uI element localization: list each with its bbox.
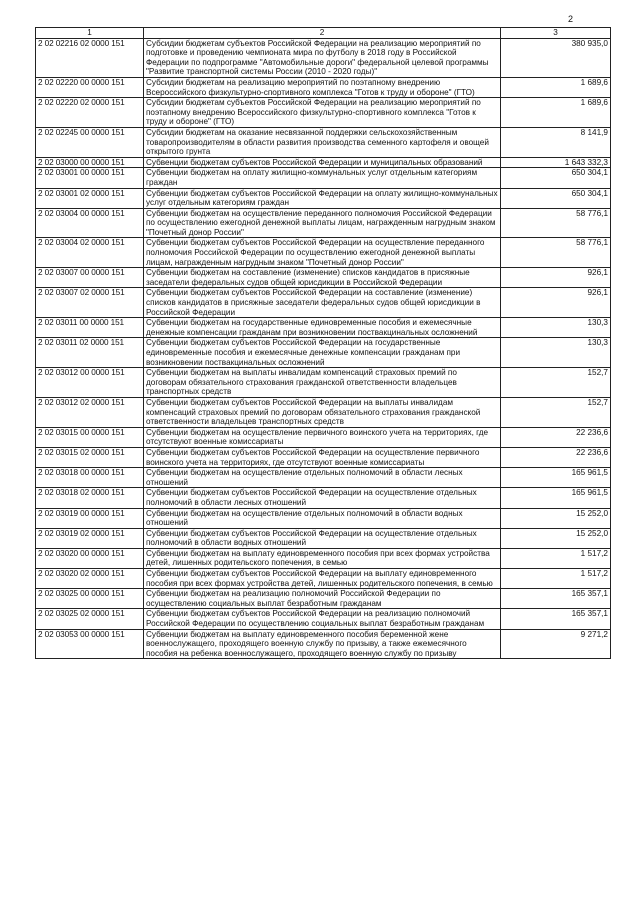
row-code: 2 02 03001 00 0000 151 — [36, 168, 144, 188]
row-code: 2 02 03018 00 0000 151 — [36, 468, 144, 488]
table-row — [36, 268, 611, 288]
table-row — [36, 468, 611, 488]
row-code: 2 02 03025 00 0000 151 — [36, 589, 144, 609]
table-row — [36, 238, 611, 268]
row-amount: 58 776,1 — [501, 238, 611, 268]
row-amount: 1 517,2 — [501, 569, 611, 589]
row-name: Субвенции бюджетам субъектов Российской Федерации на осуществление отдельных полномочий в области лесных отношений — [144, 488, 501, 508]
row-code: 2 02 03018 02 0000 151 — [36, 488, 144, 508]
table-row — [36, 488, 611, 508]
row-name: Субвенции бюджетам субъектов Российской Федерации на выплату единовременного пособия при всех формах устройства детей, лишенных родительского попечения, в семью — [144, 569, 501, 589]
table-row — [36, 288, 611, 318]
row-amount: 650 304,1 — [501, 188, 611, 208]
table-row — [36, 629, 611, 659]
row-amount: 650 304,1 — [501, 168, 611, 188]
table-row — [36, 38, 611, 77]
row-name: Субвенции бюджетам на осуществление отдельных полномочий в области лесных отношений — [144, 468, 501, 488]
table-row — [36, 427, 611, 447]
row-name: Субвенции бюджетам на осуществление переданного полномочия Российской Федерации по осуществлению ежегодной денежной выплаты лицам, награжденным нагрудным знаком "Почетный донор России" — [144, 208, 501, 238]
row-name: Субвенции бюджетам на государственные единовременные пособия и ежемесячные денежные компенсации гражданам при возникновении поствакцинальных осложнений — [144, 318, 501, 338]
table-row — [36, 569, 611, 589]
row-code: 2 02 03011 00 0000 151 — [36, 318, 144, 338]
row-code: 2 02 03012 00 0000 151 — [36, 368, 144, 398]
row-amount: 8 141,9 — [501, 127, 611, 157]
row-name: Субвенции бюджетам субъектов Российской Федерации на составление (изменение) списков кандидатов в присяжные заседатели федеральных судов общей юрисдикции в Российской Федерации — [144, 288, 501, 318]
header-col-3: 3 — [501, 28, 611, 39]
row-code: 2 02 03019 00 0000 151 — [36, 508, 144, 528]
row-code: 2 02 03015 02 0000 151 — [36, 447, 144, 467]
table-row — [36, 157, 611, 168]
row-name: Субвенции бюджетам на выплаты инвалидам компенсаций страховых премий по договорам обязательного страхования гражданской ответственности владельцев транспортных средств — [144, 368, 501, 398]
row-amount: 152,7 — [501, 368, 611, 398]
row-name: Субвенции бюджетам субъектов Российской Федерации на реализацию полномочий Российской Федерации по осуществлению социальных выплат безработным гражданам — [144, 609, 501, 629]
table-row — [36, 168, 611, 188]
row-amount: 1 689,6 — [501, 98, 611, 128]
row-code: 2 02 03053 00 0000 151 — [36, 629, 144, 659]
page-number: 2 — [568, 14, 574, 24]
row-amount: 926,1 — [501, 288, 611, 318]
row-code: 2 02 02220 02 0000 151 — [36, 98, 144, 128]
row-name: Субсидии бюджетам субъектов Российской Федерации на реализацию мероприятий по поэтапному внедрению Всероссийского физкультурно-спортивного комплекса "Готов к труду и обороне" (ГТО) — [144, 98, 501, 128]
row-name: Субвенции бюджетам субъектов Российской Федерации на государственные единовременные пособия и ежемесячные денежные компенсации гражданам при возникновении поствакцинальных осложнений — [144, 338, 501, 368]
row-name: Субвенции бюджетам на осуществление отдельных полномочий в области водных отношений — [144, 508, 501, 528]
row-amount: 165 961,5 — [501, 468, 611, 488]
row-code: 2 02 03004 00 0000 151 — [36, 208, 144, 238]
row-code: 2 02 02216 02 0000 151 — [36, 38, 144, 77]
table-row — [36, 338, 611, 368]
row-amount: 152,7 — [501, 397, 611, 427]
row-name: Субвенции бюджетам субъектов Российской Федерации на осуществление первичного воинского учета на территориях, где отсутствуют военные комиссариаты — [144, 447, 501, 467]
row-amount: 1 643 332,3 — [501, 157, 611, 168]
row-name: Субвенции бюджетам субъектов Российской Федерации и муниципальных образований — [144, 157, 501, 168]
row-name: Субсидии бюджетам на оказание несвязанной поддержки сельскохозяйственным товаропроизводителям в области развития производства семенного картофеля и овощей открытого грунта — [144, 127, 501, 157]
row-code: 2 02 03011 02 0000 151 — [36, 338, 144, 368]
row-amount: 1 517,2 — [501, 548, 611, 568]
row-code: 2 02 03001 02 0000 151 — [36, 188, 144, 208]
table-row — [36, 98, 611, 128]
row-amount: 9 271,2 — [501, 629, 611, 659]
row-code: 2 02 03004 02 0000 151 — [36, 238, 144, 268]
row-amount: 130,3 — [501, 318, 611, 338]
row-name: Субвенции бюджетам на осуществление первичного воинского учета на территориях, где отсутствуют военные комиссариаты — [144, 427, 501, 447]
row-name: Субвенции бюджетам субъектов Российской Федерации на осуществление переданного полномочия Российской Федерации по осуществлению ежегодной денежной выплаты лицам, награжденным нагрудным знаком "Почетный донор России" — [144, 238, 501, 268]
row-code: 2 02 03020 02 0000 151 — [36, 569, 144, 589]
table-row — [36, 609, 611, 629]
table-row — [36, 188, 611, 208]
row-amount: 58 776,1 — [501, 208, 611, 238]
row-name: Субвенции бюджетам на выплату единовременного пособия при всех формах устройства детей, лишенных родительского попечения, в семью — [144, 548, 501, 568]
row-code: 2 02 03019 02 0000 151 — [36, 528, 144, 548]
row-amount: 22 236,6 — [501, 447, 611, 467]
row-name: Субвенции бюджетам на составление (изменение) списков кандидатов в присяжные заседатели федеральных судов общей юрисдикции в Российской Федерации — [144, 268, 501, 288]
row-amount: 165 961,5 — [501, 488, 611, 508]
row-name: Субсидии бюджетам субъектов Российской Федерации на реализацию мероприятий по подготовке и проведению чемпионата мира по футболу в 2018 году в Российской Федерации по подпрограмме "Автомобильные дороги" федеральной целевой программы "Развитие транспортной системы России (2010 - 2020 годы)" — [144, 38, 501, 77]
table-row — [36, 127, 611, 157]
row-code: 2 02 03020 00 0000 151 — [36, 548, 144, 568]
table-row — [36, 548, 611, 568]
row-code: 2 02 02220 00 0000 151 — [36, 77, 144, 97]
row-code: 2 02 03012 02 0000 151 — [36, 397, 144, 427]
table-header-row — [36, 28, 611, 39]
row-name: Субвенции бюджетам на оплату жилищно-коммунальных услуг отдельным категориям граждан — [144, 168, 501, 188]
budget-table — [35, 27, 611, 659]
header-col-1: 1 — [36, 28, 144, 39]
table-row — [36, 589, 611, 609]
row-amount: 380 935,0 — [501, 38, 611, 77]
table-row — [36, 397, 611, 427]
row-name: Субвенции бюджетам субъектов Российской Федерации на оплату жилищно-коммунальных услуг отдельным категориям граждан — [144, 188, 501, 208]
table-row — [36, 368, 611, 398]
row-code: 2 02 03007 02 0000 151 — [36, 288, 144, 318]
table-body — [36, 38, 611, 659]
row-code: 2 02 02245 00 0000 151 — [36, 127, 144, 157]
row-amount: 926,1 — [501, 268, 611, 288]
row-name: Субсидии бюджетам на реализацию мероприятий по поэтапному внедрению Всероссийского физкультурно-спортивного комплекса "Готов к труду и обороне" (ГТО) — [144, 77, 501, 97]
row-amount: 130,3 — [501, 338, 611, 368]
row-name: Субвенции бюджетам на выплату единовременного пособия беременной жене военнослужащего, проходящего военную службу по призыву, а также ежемесячного пособия на ребенка военнослужащего, проходящего военную службу по призыву — [144, 629, 501, 659]
row-code: 2 02 03015 00 0000 151 — [36, 427, 144, 447]
table-row — [36, 77, 611, 97]
table-row — [36, 508, 611, 528]
row-amount: 15 252,0 — [501, 528, 611, 548]
row-name: Субвенции бюджетам на реализацию полномочий Российской Федерации по осуществлению социальных выплат безработным гражданам — [144, 589, 501, 609]
row-amount: 1 689,6 — [501, 77, 611, 97]
table-row — [36, 528, 611, 548]
row-amount: 15 252,0 — [501, 508, 611, 528]
row-name: Субвенции бюджетам субъектов Российской Федерации на осуществление отдельных полномочий в области водных отношений — [144, 528, 501, 548]
row-name: Субвенции бюджетам субъектов Российской Федерации на выплаты инвалидам компенсаций страховых премий по договорам обязательного страхования гражданской ответственности владельцев транспортных средств — [144, 397, 501, 427]
header-col-2: 2 — [144, 28, 501, 39]
row-amount: 22 236,6 — [501, 427, 611, 447]
row-code: 2 02 03007 00 0000 151 — [36, 268, 144, 288]
table-row — [36, 318, 611, 338]
row-amount: 165 357,1 — [501, 609, 611, 629]
table-row — [36, 208, 611, 238]
table-row — [36, 447, 611, 467]
row-amount: 165 357,1 — [501, 589, 611, 609]
row-code: 2 02 03025 02 0000 151 — [36, 609, 144, 629]
row-code: 2 02 03000 00 0000 151 — [36, 157, 144, 168]
